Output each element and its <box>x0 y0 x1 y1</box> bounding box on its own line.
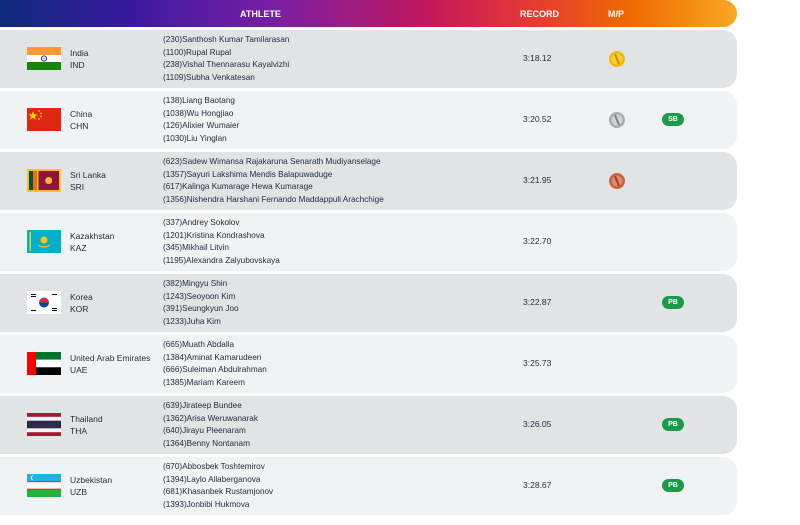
athlete-name: (230)Santhosh Kumar Tamilarasan <box>163 35 290 44</box>
country-code: CHN <box>70 121 89 131</box>
medal-column-header: M/P <box>608 9 625 19</box>
athlete-name: (666)Suleiman Abdulrahman <box>163 365 267 375</box>
china-flag-icon <box>27 108 61 131</box>
country-code: UZB <box>70 487 87 497</box>
results-list <box>0 30 737 518</box>
athlete-name: (1109)Subha Venkatesan <box>163 72 255 82</box>
athlete-name: (617)Kalinga Kumarage Hewa Kumarage <box>163 182 313 192</box>
athlete-list <box>163 461 273 511</box>
result-row[interactable] <box>0 396 737 454</box>
athlete-name: (1038)Wu Hongjiao <box>163 108 234 118</box>
athlete-name: (1394)Laylo Allaberganova <box>163 474 261 484</box>
athlete-name: (1385)Mariam Kareem <box>163 377 245 387</box>
korea-flag-icon <box>27 291 61 314</box>
athlete-name: (1233)Juha Kim <box>163 316 221 326</box>
country-name: Thailand <box>70 414 103 424</box>
result-row[interactable] <box>0 274 737 332</box>
athlete-name: (681)Khasanbek Rustamjonov <box>163 487 274 497</box>
athlete-name: (623)Sadew Wimansa Rajakaruna Senarath Mudiyanselage <box>163 157 381 166</box>
result-row[interactable] <box>0 30 737 88</box>
record-time: 3:26.05 <box>523 419 552 429</box>
athlete-name: (1030)Liu Yinglan <box>163 133 227 143</box>
country-code: IND <box>70 60 85 70</box>
record-time: 3:22.70 <box>523 236 552 246</box>
personal-best-badge: PB <box>662 296 684 309</box>
silver-medal-icon <box>607 110 627 130</box>
athlete-name: (1393)Jonbibi Hukmova <box>163 499 250 509</box>
record-time: 3:28.67 <box>523 480 552 490</box>
athlete-name: (1201)Kristina Kondrashova <box>163 230 265 240</box>
athlete-list <box>163 34 289 84</box>
country-name: Korea <box>70 292 93 302</box>
athlete-name: (382)Mingyu Shin <box>163 279 228 288</box>
athlete-list <box>163 95 239 145</box>
result-row[interactable] <box>0 213 737 271</box>
personal-best-badge: PB <box>662 418 684 431</box>
country-code: SRI <box>70 182 85 192</box>
athlete-name: (1243)Seoyoon Kim <box>163 291 236 301</box>
athlete-list <box>163 339 267 389</box>
country-code: UAE <box>70 365 88 375</box>
athlete-list <box>163 278 239 328</box>
athlete-name: (1100)Rupal Rupal <box>163 47 232 57</box>
result-row[interactable] <box>0 91 737 149</box>
result-row[interactable] <box>0 457 737 515</box>
athlete-list <box>163 400 258 450</box>
country-name: India <box>70 48 89 58</box>
india-flag-icon <box>27 47 61 70</box>
kazakhstan-flag-icon <box>27 230 61 253</box>
personal-best-badge: PB <box>662 479 684 492</box>
athlete-name: (665)Muath Abdalla <box>163 340 235 349</box>
sri-lanka-flag-icon <box>27 169 61 192</box>
uae-flag-icon <box>27 352 61 375</box>
athlete-name: (1362)Arisa Weruwanarak <box>163 413 258 423</box>
record-column-header: RECORD <box>520 9 560 19</box>
season-best-badge: SB <box>662 113 684 126</box>
record-time: 3:20.52 <box>523 114 552 124</box>
record-time: 3:25.73 <box>523 358 552 368</box>
athlete-list <box>163 156 384 206</box>
result-row[interactable] <box>0 152 737 210</box>
country-name: Kazakhstan <box>70 231 115 241</box>
athlete-name: (639)Jirateep Bundee <box>163 401 242 410</box>
athlete-name: (126)Alixier Wumaier <box>163 121 240 131</box>
result-row[interactable] <box>0 335 737 393</box>
athlete-name: (238)Vishal Thennarasu Kayalvizhi <box>163 60 290 70</box>
athlete-name: (670)Abbosbek Toshtemirov <box>163 462 265 471</box>
country-code: KAZ <box>70 243 87 253</box>
record-time: 3:21.95 <box>523 175 552 185</box>
country-name: Sri Lanka <box>70 170 106 180</box>
country-code: KOR <box>70 304 89 314</box>
bronze-medal-icon <box>607 171 627 191</box>
record-time: 3:18.12 <box>523 53 552 63</box>
athlete-column-header: ATHLETE <box>240 9 281 19</box>
athlete-name: (337)Andrey Sokolov <box>163 218 240 227</box>
uzbekistan-flag-icon <box>27 474 61 497</box>
country-name: United Arab Emirates <box>70 353 151 363</box>
results-header <box>0 0 737 27</box>
athlete-name: (1195)Alexandra Zalyubovskaya <box>163 255 280 265</box>
record-time: 3:22.87 <box>523 297 552 307</box>
athlete-name: (1357)Sayuri Lakshima Mendis Balapuwaduge <box>163 169 333 179</box>
athlete-name: (138)Liang Baotang <box>163 96 235 105</box>
athlete-name: (345)Mikhail Litvin <box>163 243 229 253</box>
thailand-flag-icon <box>27 413 61 436</box>
athlete-name: (1364)Benny Nontanam <box>163 438 250 448</box>
athlete-name: (640)Jirayu Pleenaram <box>163 426 246 436</box>
country-name: China <box>70 109 93 119</box>
athlete-name: (1384)Aminat Kamarudeen <box>163 352 262 362</box>
gold-medal-icon <box>607 49 627 69</box>
country-name: Uzbekistan <box>70 475 113 485</box>
athlete-name: (391)Seungkyun Joo <box>163 304 239 314</box>
athlete-name: (1356)Nishendra Harshani Fernando Maddappuli Arachchige <box>163 194 384 204</box>
athlete-list <box>163 217 280 267</box>
country-code: THA <box>70 426 87 436</box>
